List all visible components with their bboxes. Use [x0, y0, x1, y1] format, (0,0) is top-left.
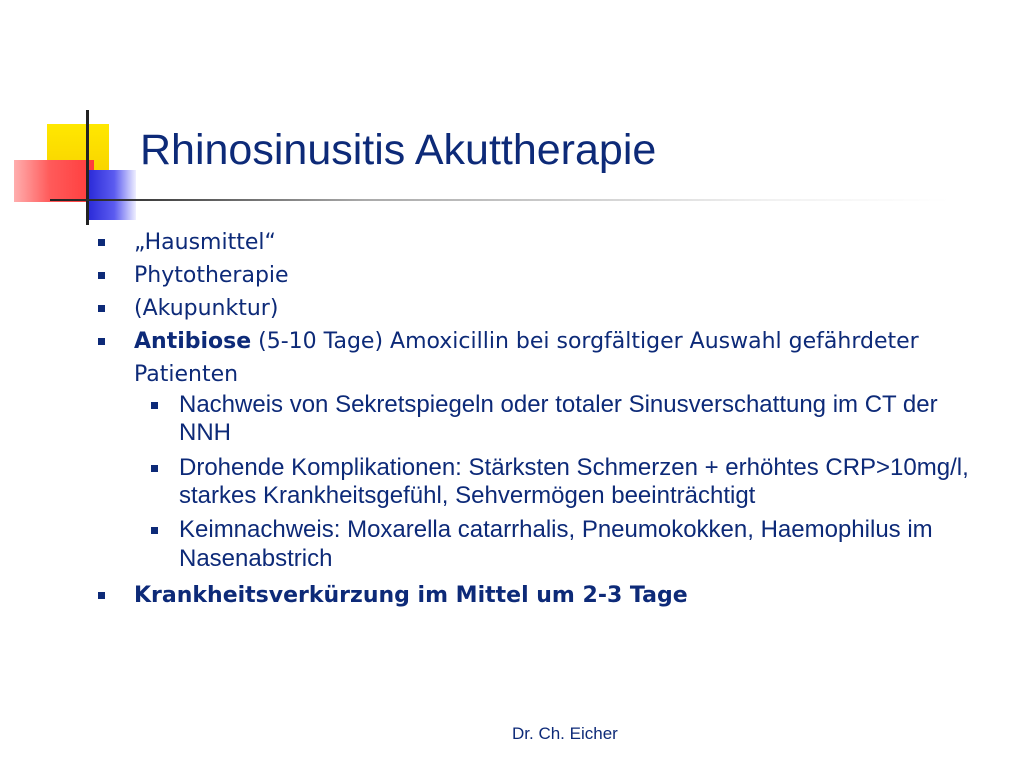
bullet-item	[96, 226, 976, 259]
title-underline	[50, 199, 950, 201]
bullet-item	[96, 259, 976, 292]
bullet-bold-text: Krankheitsverkürzung im Mittel um 2-3 Tage	[134, 582, 688, 608]
bullet-text: (5-10 Tage) Amoxicillin bei sorgfältiger Auswahl gefährdeter Patienten	[134, 329, 919, 387]
bullet-list	[96, 226, 976, 612]
square-bullet-icon	[98, 272, 105, 279]
square-bullet-icon	[98, 305, 105, 312]
bullet-text: Phytotherapie	[134, 263, 289, 288]
logo-vertical-line	[86, 110, 89, 225]
slide-content	[96, 226, 976, 612]
sub-bullet-list	[179, 391, 976, 573]
sub-bullet-item	[179, 454, 976, 511]
bullet-bold-text: Antibiose	[134, 329, 252, 354]
square-bullet-icon	[98, 338, 105, 345]
square-bullet-icon	[151, 465, 158, 472]
square-bullet-icon	[151, 527, 158, 534]
slide-title: Rhinosinusitis Akuttherapie	[140, 126, 657, 174]
sub-bullet-text: Keimnachweis: Moxarella catarrhalis, Pneumokokken, Haemophilus im Nasenabstrich	[179, 516, 933, 572]
bullet-item	[96, 325, 976, 573]
sub-bullet-item	[179, 516, 976, 573]
square-bullet-icon	[98, 592, 105, 599]
logo-blue-square	[88, 170, 136, 220]
bullet-text: „Hausmittel“	[134, 230, 276, 255]
bullet-item	[96, 292, 976, 325]
bullet-text: (Akupunktur)	[134, 296, 279, 321]
bullet-item	[96, 579, 976, 612]
square-bullet-icon	[98, 239, 105, 246]
footer-author: Dr. Ch. Eicher	[512, 724, 618, 743]
square-bullet-icon	[151, 402, 158, 409]
sub-bullet-text: Drohende Komplikationen: Stärksten Schmerzen + erhöhtes CRP>10mg/l, starkes Krankheitsgefühl, Sehvermögen beeinträchtigt	[179, 453, 969, 509]
logo-red-square	[14, 160, 94, 202]
sub-bullet-item	[179, 391, 976, 448]
sub-bullet-text: Nachweis von Sekretspiegeln oder totaler Sinusverschattung im CT der NNH	[179, 391, 938, 447]
